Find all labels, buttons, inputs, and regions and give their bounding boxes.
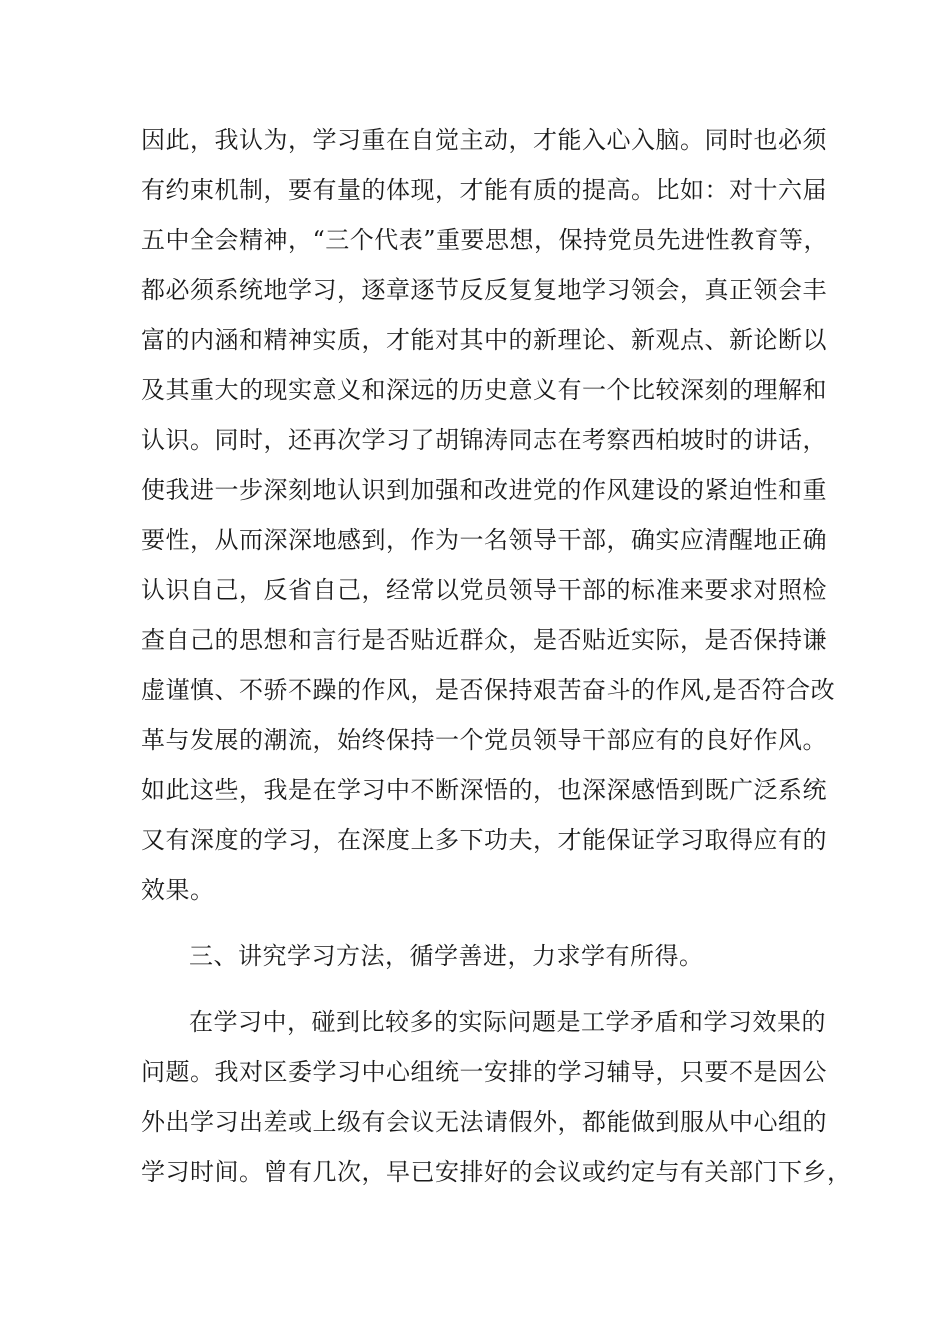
text-line: 学习时间。曾有几次，早已安排好的会议或约定与有关部门下乡， [141,1158,852,1186]
text-line: 都必须系统地学习，逐章逐节反反复复地学习领会，真正领会丰 [141,276,827,304]
text-line: 使我进一步深刻地认识到加强和改进党的作风建设的紧迫性和重 [141,476,827,504]
paragraph-3 [141,997,852,1197]
text-line: 如此这些，我是在学习中不断深悟的，也深深感悟到既广泛系统 [141,776,827,804]
text-line: 富的内涵和精神实质，才能对其中的新理论、新观点、新论断以 [141,326,827,354]
text-line: 革与发展的潮流，始终保持一个党员领导干部应有的良好作风。 [141,726,827,754]
heading-line: 三、讲究学习方法，循学善进，力求学有所得。 [189,942,704,970]
text-line: 查自己的思想和言行是否贴近群众，是否贴近实际，是否保持谦 [141,626,827,654]
text-line: 问题。我对区委学习中心组统一安排的学习辅导，只要不是因公 [141,1058,827,1086]
paragraph-spacer [141,915,821,931]
text-line: 又有深度的学习，在深度上多下功夫，才能保证学习取得应有的 [141,826,827,854]
text-line: 要性，从而深深地感到，作为一名领导干部，确实应清醒地正确 [141,526,827,554]
text-line: 及其重大的现实意义和深远的历史意义有一个比较深刻的理解和 [141,376,827,404]
document-body [141,115,852,1197]
text-line: 虚谨慎、不骄不躁的作风，是否保持艰苦奋斗的作风,是否符合改 [141,676,836,704]
paragraph-spacer [141,981,821,997]
text-line: 因此，我认为，学习重在自觉主动，才能入心入脑。同时也必须 [141,126,827,154]
text-line: 有约束机制，要有量的体现，才能有质的提高。比如：对十六届 [141,176,827,204]
text-line: 在学习中，碰到比较多的实际问题是工学矛盾和学习效果的 [189,1008,826,1036]
text-line: 认识。同时，还再次学习了胡锦涛同志在考察西柏坡时的讲话， [141,426,827,454]
text-line: 认识自己，反省自己，经常以党员领导干部的标准来要求对照检 [141,576,827,604]
paragraph-1 [141,115,836,915]
section-heading [141,931,821,981]
text-line: 效果。 [141,876,215,904]
text-line: 五中全会精神，“三个代表”重要思想，保持党员先进性教育等， [141,226,829,254]
text-line: 外出学习出差或上级有会议无法请假外，都能做到服从中心组的 [141,1108,827,1136]
